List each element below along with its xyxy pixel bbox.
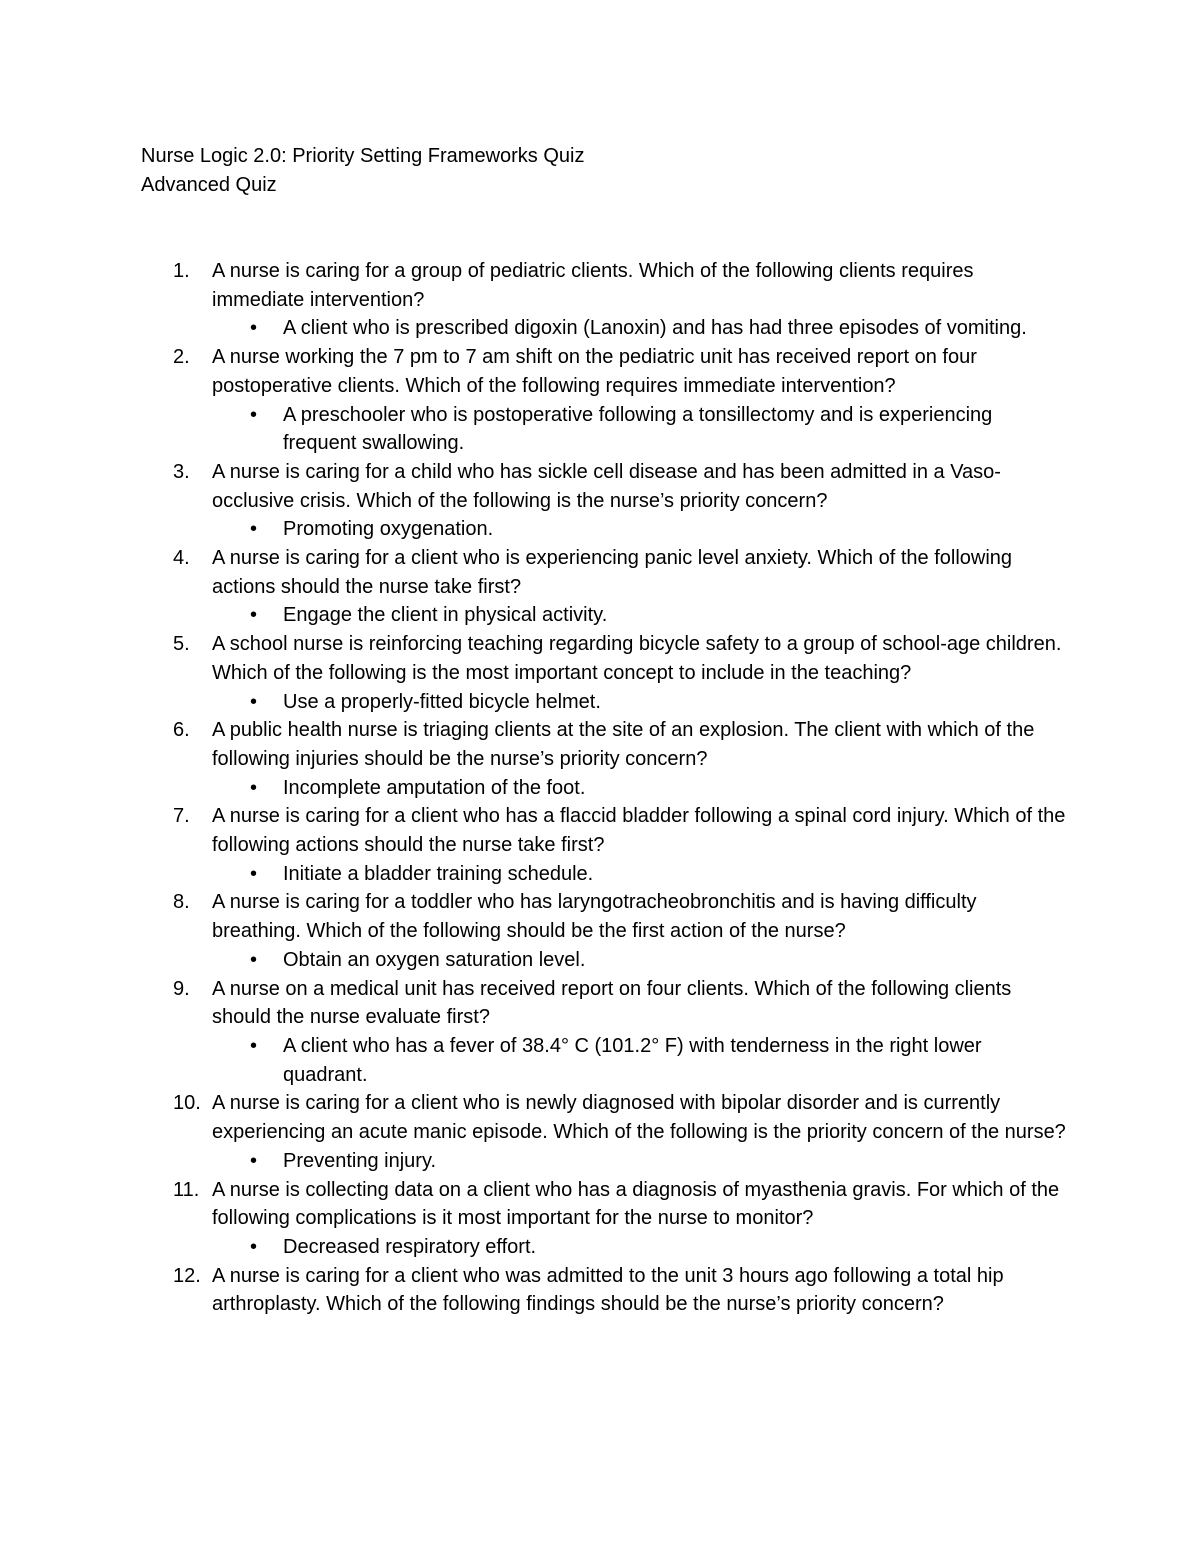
question-text: A nurse is collecting data on a client who has a diagnosis of myasthenia gravis. For which of the following complications is it most important for the nurse to monitor? [212,1178,1060,1230]
answer-item [212,1147,1066,1176]
answer-text: Decreased respiratory effort. [283,1235,537,1258]
question-item [141,1176,1066,1262]
bullet-icon: • [250,948,258,971]
answer-text: Promoting oxygenation. [283,518,494,541]
question-item [141,802,1066,888]
question-text: A school nurse is reinforcing teaching regarding bicycle safety to a group of school-age children. Which of the following is the most important concept to include in the teaching? [212,633,1062,684]
question-number: 2. [173,346,190,369]
bullet-icon: • [250,1235,258,1258]
answer-item [212,601,1066,630]
answer-item [212,314,1066,343]
answer-text: A client who is prescribed digoxin (Lanoxin) and has had three episodes of vomiting. [283,317,1027,340]
answer-text: A client who has a fever of 38.4° C (101.2° F) with tenderness in the right lower quadrant. [283,1034,982,1086]
answer-text: A preschooler who is postoperative following a tonsillectomy and is experiencing frequent swallowing. [283,403,993,455]
question-text: A nurse is caring for a client who is experiencing panic level anxiety. Which of the following actions should the nurse take first? [212,547,1013,598]
bullet-icon: • [250,317,258,340]
answer-list [212,774,1066,803]
answer-list [212,1032,1066,1089]
answer-text: Preventing injury. [283,1149,437,1172]
question-item [141,1262,1066,1319]
answer-text: Obtain an oxygen saturation level. [283,948,586,971]
bullet-icon: • [250,776,258,799]
answer-list [212,946,1066,975]
question-number: 1. [173,260,190,282]
bullet-icon: • [250,690,258,713]
bullet-icon: • [250,518,258,541]
question-number: 8. [173,891,190,914]
answer-list [212,688,1066,717]
question-item [141,257,1066,343]
answer-item [212,1032,1066,1089]
question-text: A nurse is caring for a toddler who has laryngotracheobronchitis and is having difficulty breathing. Which of the following should be the first action of the nurse? [212,891,977,943]
answer-item [212,1233,1066,1262]
document-title: Nurse Logic 2.0: Priority Setting Frameworks Quiz [141,145,585,167]
bullet-icon: • [250,862,258,885]
answer-list [212,601,1066,630]
answer-item [212,774,1066,803]
question-text: A nurse is caring for a client who is newly diagnosed with bipolar disorder and is currently experiencing an acute manic episode. Which of the following is the priority concern of the nurse? [212,1092,1066,1144]
bullet-icon: • [250,1034,258,1057]
question-item [141,544,1066,630]
answer-item [212,688,1066,717]
question-text: A public health nurse is triaging clients at the site of an explosion. The client with which of the following injuries should be the nurse’s priority concern? [212,719,1035,770]
answer-item [212,946,1066,975]
answer-text: Use a properly-fitted bicycle helmet. [283,690,601,713]
question-text: A nurse is caring for a group of pediatric clients. Which of the following clients requires immediate intervention? [212,260,974,311]
question-number: 10. [173,1092,201,1115]
question-item [141,343,1066,458]
question-item [141,458,1066,544]
document-header [141,142,1091,200]
bullet-icon: • [250,403,258,426]
bullet-icon: • [250,1149,258,1172]
answer-list [212,401,1066,458]
answer-text: Incomplete amputation of the foot. [283,776,586,799]
answer-list [212,1147,1066,1176]
question-text: A nurse is caring for a child who has sickle cell disease and has been admitted in a Vaso-occlusive crisis. Which of the following is the nurse’s priority concern? [212,460,1001,512]
question-number: 5. [173,633,190,656]
question-item [141,975,1066,1090]
question-item [141,630,1066,716]
document-subtitle: Advanced Quiz [141,174,277,196]
answer-list [212,515,1066,544]
question-text: A nurse is caring for a client who was admitted to the unit 3 hours ago following a total hip arthroplasty. Which of the following findings should be the nurse’s priority concern? [212,1264,1004,1316]
question-number: 6. [173,719,190,742]
question-list [141,257,1066,1319]
question-text: A nurse is caring for a client who has a flaccid bladder following a spinal cord injury. Which of the following actions should the nurse take first? [212,805,1066,857]
answer-item [212,515,1066,544]
answer-item [212,860,1066,889]
question-number: 11. [173,1178,200,1201]
question-text: A nurse working the 7 pm to 7 am shift on the pediatric unit has received report on four postoperative clients. Which of the following requires immediate intervention? [212,346,977,397]
answer-item [212,401,1066,458]
answer-text: Engage the client in physical activity. [283,604,608,627]
question-number: 3. [173,460,190,483]
answer-text: Initiate a bladder training schedule. [283,862,594,885]
question-number: 9. [173,977,190,1000]
question-number: 7. [173,805,190,828]
answer-list [212,1233,1066,1262]
question-item [141,1089,1066,1175]
bullet-icon: • [250,604,258,627]
question-item [141,716,1066,802]
question-number: 4. [173,547,190,570]
answer-list [212,314,1066,343]
question-text: A nurse on a medical unit has received report on four clients. Which of the following clients should the nurse evaluate first? [212,977,1012,1029]
question-item [141,888,1066,974]
question-number: 12. [173,1264,201,1287]
answer-list [212,860,1066,889]
